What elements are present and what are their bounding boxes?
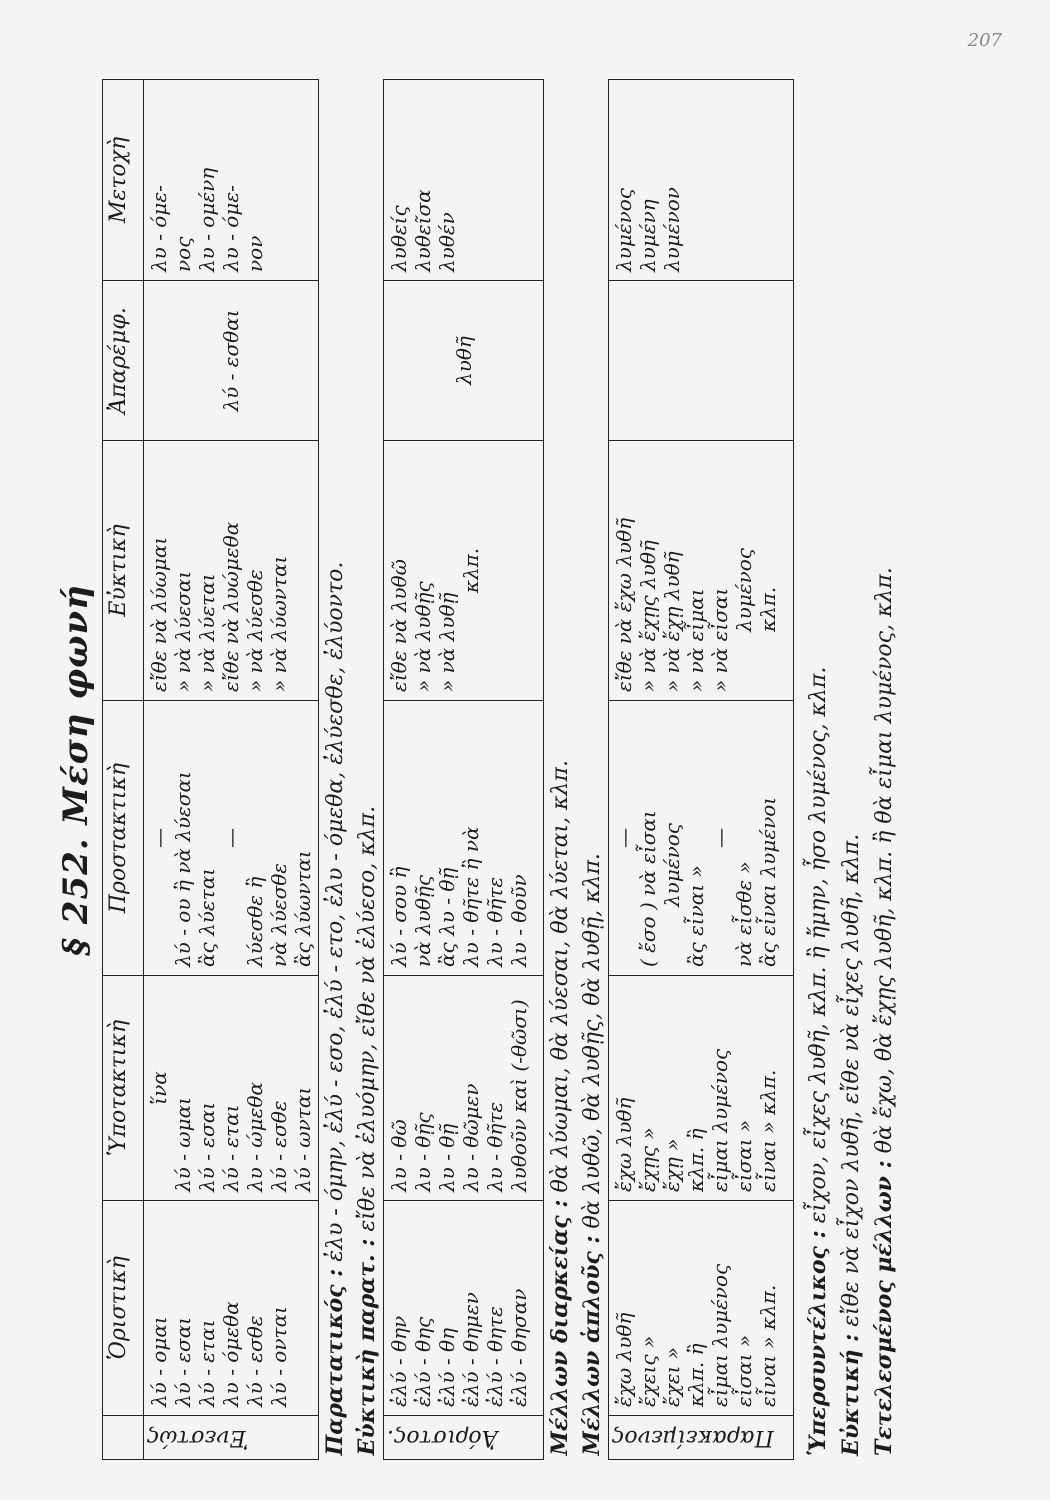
page-number: 207	[967, 30, 1002, 51]
column-header-euktiki: Εὐκτικὴ	[103, 441, 144, 701]
rotated-page-content	[50, 80, 1010, 1460]
cell-parakeimenos-metochi: λυμένος λυμένη λυμένον	[609, 80, 794, 281]
column-header-metochi: Μετοχὴ	[103, 80, 144, 281]
side-label-enestos: Ἐνεστώς	[144, 1416, 319, 1460]
conjugation-table	[102, 79, 794, 1460]
cell-paratatikos	[319, 80, 384, 1460]
paratatikos-line: Παρατατικός : ἐλυ - όμην, ἐλύ - εσο, ἐλύ - ετο, ἐλυ - όμεθα, ἐλύεσθε, ἐλύοντο.	[322, 561, 348, 1456]
cell-aoristos-oristiki: ἐλύ - θην ἐλύ - θης ἐλύ - θη ἐλύ - θημεν ἐλύ - θητε ἐλύ - θησαν	[384, 1201, 544, 1416]
row-enestos	[144, 80, 319, 1460]
column-header-oristiki: Ὁριστικὴ	[103, 1201, 144, 1416]
cell-enestos-metochi: λυ - όμε- νος λυ - ομένη λυ - όμε- νον	[144, 80, 319, 281]
cell-enestos-prostaktiki: — λύ - ου ἢ νὰ λύεσαι ἂς λύεται — λύεσθε ἢ νὰ λύεσθε ἂς λύωνται	[144, 701, 319, 976]
cell-aoristos-metochi: λυθείς λυθεῖσα λυθέν	[384, 80, 544, 281]
page-title: § 252. Μέση φωνή	[56, 584, 96, 956]
column-header-prostaktiki: Προστακτικὴ	[103, 701, 144, 976]
cell-aoristos-prostaktiki: λύ - σου ἢ νὰ λυθῇς ἂς λυ - θῇ λυ - θῆτε ἢ νὰ λυ - θῆτε λυ - θοῦν	[384, 701, 544, 976]
cell-aoristos-ypotaktiki: λυ - θῶ λυ - θῇς λυ - θῇ λυ - θῶμεν λυ - θῆτε λυθοῦν καὶ (-θῶσι)	[384, 976, 544, 1201]
cell-enestos-ypotaktiki: ἵνα λύ - ωμαι λύ - εσαι λύ - εται λυ - ώμεθα λύ - εσθε λύ - ωνται	[144, 976, 319, 1201]
tetelesmenos-mellon-line: Τετελεσμένος μέλλων : θὰ ἔχω, θὰ ἔχῃς λυθῆ, κλπ. ἢ θὰ εἶμαι λυμένος, κλπ.	[871, 567, 897, 1456]
cell-parakeimenos-ypotaktiki: ἔχω λυθῆ ἔχῃς » ἔχῃ » κλπ. ἢ εἶμαι λυμένος εἶσαι » εἶναι » κλπ.	[609, 976, 794, 1201]
hypersyntelikos-line: Ὑπερσυντέλικος : εἶχον, εἶχες λυθῆ, κλπ. ἢ ἤμην, ἦσο λυμένος, κλπ.	[805, 666, 831, 1456]
mellon-aplous-line: Μέλλων ἁπλοῦς : θὰ λυθῶ, θὰ λυθῇς, θὰ λυθῇ, κλπ.	[579, 853, 605, 1456]
cell-parakeimenos-oristiki: ἔχω λυθῆ ἔχεις » ἔχει » κλπ. ἢ εἶμαι λυμένος εἶσαι » εἶναι » κλπ.	[609, 1201, 794, 1416]
cell-aoristos-aparemfato: λυθῆ	[384, 281, 544, 441]
euktiki-paratatikou-line: Εὐκτικὴ παρατ. : εἴθε νὰ ἐλυόμην, εἴθε νὰ ἐλύεσο, κλπ.	[354, 805, 380, 1456]
row-parakeimenos	[609, 80, 794, 1460]
cell-parakeimenos-prostaktiki: — ( ἔσο ) νὰ εἶσαι λυμένος ἂς εἶναι » — νὰ εἶσθε » ἂς εἶναι λυμένοι	[609, 701, 794, 976]
cell-enestos-aparemfato: λύ - εσθαι	[144, 281, 319, 441]
cell-parakeimenos-aparemfato	[609, 281, 794, 441]
row-aoristos	[384, 80, 544, 1460]
mellon-diarkeias-line: Μέλλων διαρκείας : θὰ λύωμαι, θὰ λύεσαι, θὰ λύεται, κλπ.	[547, 760, 573, 1456]
euktiki-hypersyntelikou-line: Εὐκτική : εἴθε νὰ εἶχον λυθῆ, εἴθε νὰ εἶχες λυθῆ, κλπ.	[838, 833, 864, 1456]
cell-parakeimenos-euktiki: εἴθε νὰ ἔχω λυθῆ » νὰ ἔχῃς λυθῆ » νὰ ἔχῃ λυθῆ » νὰ εἶμαι » νὰ εἶσαι λυμένος κλπ.	[609, 441, 794, 701]
side-label-aoristos: Ἀόριστος.	[384, 1416, 544, 1460]
cell-enestos-euktiki: εἴθε νὰ λύωμαι » νὰ λύεσαι » νὰ λύεται εἴθε νὰ λυώμεθα » νὰ λύεσθε » νὰ λύωνται	[144, 441, 319, 701]
column-header-aparemfato: Ἀπαρέμφ.	[103, 281, 144, 441]
cell-aoristos-euktiki: εἴθε νὰ λυθῶ » νὰ λυθῇς » νὰ λυθῇ κλπ.	[384, 441, 544, 701]
header-empty	[103, 1416, 144, 1460]
row-paratatikos	[319, 80, 384, 1460]
column-header-ypotaktiki: Ὑποτακτικὴ	[103, 976, 144, 1201]
bottom-notes	[802, 80, 901, 1460]
header-row	[103, 80, 144, 1460]
cell-mellon	[544, 80, 609, 1460]
row-mellon	[544, 80, 609, 1460]
cell-enestos-oristiki: λύ - ομαι λύ - εσαι λύ - εται λυ - όμεθα λύ - εσθε λύ - ονται	[144, 1201, 319, 1416]
side-label-parakeimenos: Παρακείμενος	[609, 1416, 794, 1460]
